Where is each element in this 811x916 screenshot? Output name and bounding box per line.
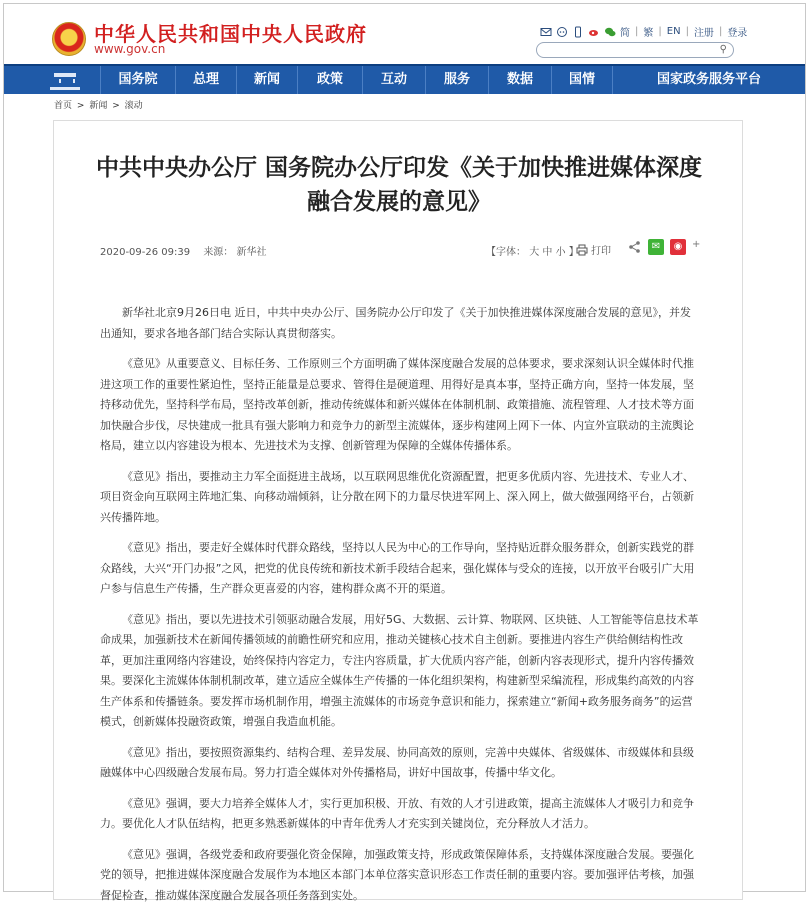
printer-icon xyxy=(576,244,588,256)
chat-icon[interactable] xyxy=(556,26,568,38)
toplink-english[interactable]: EN xyxy=(666,26,681,37)
article-paragraph: 《意见》指出，要按照资源集约、结构合理、差异发展、协同高效的原则，完善中央媒体、省级媒体、市级媒体和县级融媒体中心四级融合发展布局。努力打造全媒体对外传播格局，讲好中国故事，传播中华文化。 xyxy=(100,745,694,779)
article-paragraph: 《意见》强调，各级党委和政府要强化资金保障，加强政策支持，形成政策保障体系，支持媒体深度融合发展。要强化党的领导，把推进媒体深度融合发展作为本地区本部门本单位落实意识形态工作责任制的重要内容。要加强评估考核，加强督促检查，推动媒体深度融合发展各项任务落到实处。 xyxy=(100,847,694,902)
nav-home-gate-icon[interactable] xyxy=(4,66,100,94)
nav-item-state-council[interactable]: 国务院 xyxy=(100,66,175,94)
more-share-icon[interactable]: + xyxy=(692,238,701,250)
nav-item-data[interactable]: 数据 xyxy=(488,66,551,94)
breadcrumb-news[interactable]: 新闻 xyxy=(89,101,108,111)
browser-page xyxy=(3,3,806,902)
font-size-close: 】 xyxy=(568,247,579,258)
share-icon[interactable] xyxy=(628,240,642,254)
print-button[interactable] xyxy=(576,242,611,257)
font-size-large[interactable]: 大 xyxy=(529,247,540,258)
main-nav xyxy=(4,64,805,94)
weibo-icon[interactable] xyxy=(588,26,600,38)
article-body xyxy=(100,303,700,916)
article-paragraph: 新华社北京9月26日电 近日，中共中央办公厅、国务院办公厅印发了《关于加快推进媒体深度融合发展的意见》，并发出通知，要求各地各部门结合实际认真贯彻落实。 xyxy=(100,306,691,340)
nav-item-gov-service-platform[interactable]: 国家政务服务平台 xyxy=(612,66,805,94)
national-emblem-icon[interactable] xyxy=(52,22,86,56)
nav-item-service[interactable]: 服务 xyxy=(425,66,488,94)
toplink-separator: | xyxy=(635,26,639,37)
breadcrumb-home[interactable]: 首页 xyxy=(54,101,73,111)
article-date: 2020-09-26 09:39 xyxy=(100,247,191,258)
site-header xyxy=(4,4,805,66)
article-title: 中共中央办公厅 国务院办公厅印发《关于加快推进媒体深度融合发展的意见》 xyxy=(95,155,702,215)
mobile-icon[interactable] xyxy=(572,26,584,38)
nav-item-policy[interactable]: 政策 xyxy=(297,66,362,94)
toplink-simplified[interactable]: 简 xyxy=(620,28,630,39)
article-container xyxy=(53,120,743,900)
wechat-icon[interactable] xyxy=(604,26,616,38)
share-bar xyxy=(628,239,700,255)
nav-item-interaction[interactable]: 互动 xyxy=(362,66,425,94)
article-paragraph: 《意见》从重要意义、目标任务、工作原则三个方面明确了媒体深度融合发展的总体要求，要求深刻认识全媒体时代推进这项工作的重要性紧迫性，坚持正能量是总要求、管得住是硬道理、用得好是真本事，坚持正确方向，坚持一体发展，坚持移动优先，坚持科学布局，坚持改革创新，推动传统媒体和新兴媒体在体制机制、政策措施、流程管理、人才技术等方面加快融合步伐，尽快建成一批具有强大影响力和竞争力的新型主流媒体，逐步构建网上网下一体、内宣外宣联动的主流舆论格局，建立以内容建设为根本、先进技术为支撑、创新管理为保障的全媒体传播体系。 xyxy=(100,357,694,452)
breadcrumb-rolling[interactable]: 滚动 xyxy=(124,101,143,111)
print-label: 打印 xyxy=(591,246,611,257)
breadcrumb xyxy=(54,98,145,111)
toplink-traditional[interactable]: 繁 xyxy=(643,28,654,39)
search-icon[interactable]: ⚲ xyxy=(719,44,727,55)
site-title[interactable]: 中华人民共和国中央人民政府 xyxy=(94,22,367,46)
font-size-medium[interactable]: 中 xyxy=(542,247,553,258)
nav-item-premier[interactable]: 总理 xyxy=(175,66,236,94)
toplink-separator: | xyxy=(685,26,689,37)
font-size-small[interactable]: 小 xyxy=(555,247,566,258)
font-size-control xyxy=(486,243,579,258)
toplink-separator: | xyxy=(658,26,662,37)
breadcrumb-separator: > xyxy=(76,101,85,111)
search-input[interactable] xyxy=(536,42,734,58)
toplink-separator: | xyxy=(718,26,723,37)
article-paragraph: 《意见》指出，要以先进技术引领驱动融合发展，用好5G、大数据、云计算、物联网、区块链、人工智能等信息技术革命成果，加强新技术在新闻传播领域的前瞻性研究和应用，推动关键核心技术自主创新。要推进内容生产供给侧结构性改革，更加注重网络内容建设，始终保持内容定力，专注内容质量，扩大优质内容产能，创新内容表现形式，提升内容传播效果。要深化主流媒体体制机制改革，建立适应全媒体生产传播的一体化组织架构，构建新型采编流程，形成集约高效的内容生产体系和传播链条。要发挥市场机制作用，增强主流媒体的市场竞争意识和能力，探索建立“新闻+政务服务商务”的运营模式，创新媒体投融资政策，增强自我造血机能。 xyxy=(100,612,699,728)
article-paragraph: 《意见》强调，要大力培养全媒体人才，实行更加积极、开放、有效的人才引进政策，提高主流媒体人才吸引力和竞争力。要优化人才队伍结构，把更多熟悉新媒体的中青年优秀人才充实到关键岗位，充分释放人才活力。 xyxy=(100,796,694,830)
toplink-register[interactable]: 注册 xyxy=(693,28,714,39)
weibo-share-icon[interactable]: ◉ xyxy=(670,239,686,255)
breadcrumb-separator: > xyxy=(112,101,120,111)
nav-item-national-info[interactable]: 国情 xyxy=(551,66,612,94)
font-size-label: 【字体： xyxy=(486,247,526,258)
nav-item-news[interactable]: 新闻 xyxy=(236,66,297,94)
article-source: 新华社 xyxy=(236,247,267,258)
source-label: 来源： xyxy=(203,247,234,258)
top-links xyxy=(540,24,747,39)
article-paragraph: 《意见》指出，要走好全媒体时代群众路线，坚持以人民为中心的工作导向，坚持贴近群众服务群众，创新实践党的群众路线，大兴“开门办报”之风，把党的优良传统和新技术新手段结合起来，强化媒体与受众的连接，以开放平台吸引广大用户参与信息生产传播，生产群众更喜爱的内容，建构群众离不开的渠道。 xyxy=(100,541,695,595)
article-meta xyxy=(100,243,267,258)
mail-icon[interactable] xyxy=(540,26,552,38)
wechat-share-icon[interactable]: ✉ xyxy=(648,239,664,255)
site-url: www.gov.cn xyxy=(94,42,166,56)
toplink-login[interactable]: 登录 xyxy=(727,28,748,39)
article-paragraph: 《意见》指出，要推动主力军全面挺进主战场，以互联网思维优化资源配置，把更多优质内容、先进技术、专业人才、项目资金向互联网主阵地汇集、向移动端倾斜，让分散在网下的力量尽快进军网上、深入网上，做大做强网络平台，占领新兴传播阵地。 xyxy=(100,469,694,524)
